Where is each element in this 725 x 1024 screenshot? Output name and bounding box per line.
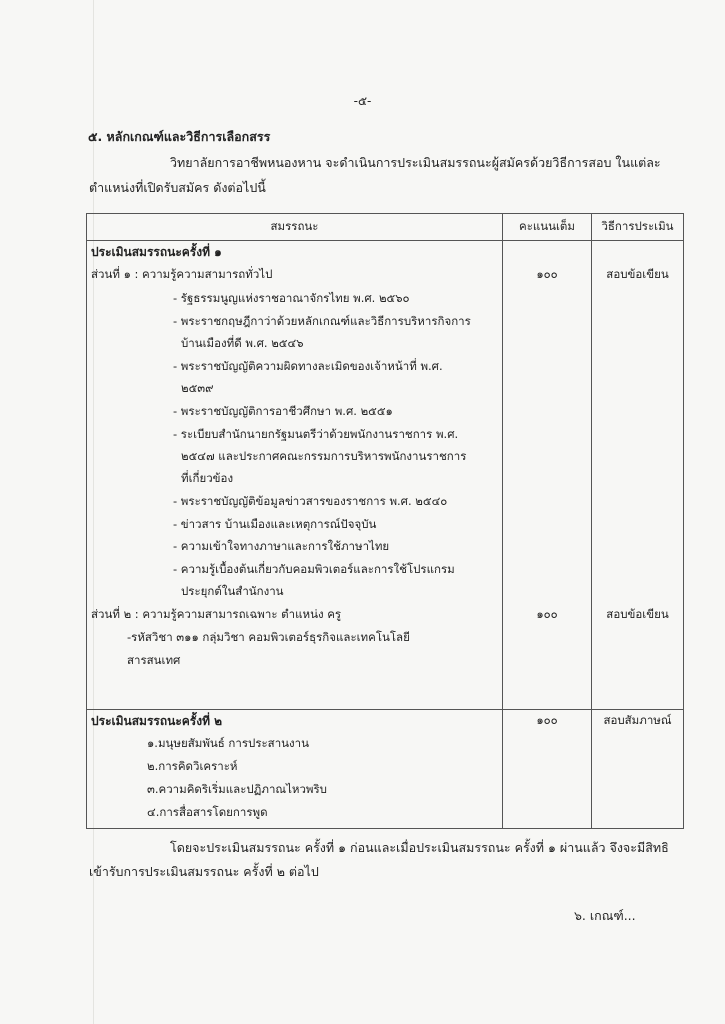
list-item: ที่เกี่ยวข้อง	[181, 471, 234, 485]
table-header-row	[87, 214, 684, 241]
round2-title: ประเมินสมรรถนะครั้งที่ ๒	[91, 714, 223, 728]
list-item: ๔.การสื่อสารโดยการพูด	[147, 805, 268, 819]
round1-part2-label: ส่วนที่ ๒ : ความรู้ความสามารถเฉพาะ ตำแหน่ง ครู	[91, 607, 342, 621]
list-item: - พระราชบัญญัติข้อมูลข่าวสารของราชการ พ.ศ. ๒๕๔๐	[173, 494, 448, 508]
list-item: บ้านเมืองที่ดี พ.ศ. ๒๕๔๖	[181, 336, 304, 350]
round2-score-cell	[503, 710, 592, 829]
assessment-table	[86, 213, 684, 829]
round1-title: ประเมินสมรรถนะครั้งที่ ๑	[91, 245, 222, 259]
round1-competency-cell	[87, 241, 503, 710]
list-item: ๒.การคิดวิเคราะห์	[147, 759, 238, 773]
list-item: ๒๕๓๙	[181, 381, 214, 395]
page-number: -๕-	[353, 94, 372, 108]
list-item: - ข่าวสาร บ้านเมืองและเหตุการณ์ปัจจุบัน	[173, 517, 377, 531]
round1-part1-method: สอบข้อเขียน	[606, 267, 669, 281]
list-item: - ความรู้เบื้องต้นเกี่ยวกับคอมพิวเตอร์และการใช้โปรแกรม	[173, 562, 455, 576]
round1-part2-method: สอบข้อเขียน	[606, 607, 669, 621]
list-item: ๓.ความคิดริเริ่มและปฏิภาณไหวพริบ	[147, 782, 327, 796]
list-item: ประยุกต์ในสำนักงาน	[181, 584, 284, 598]
round1-part1-label: ส่วนที่ ๑ : ความรู้ความสามารถทั่วไป	[91, 267, 273, 281]
next-page-catchword: ๖. เกณฑ์...	[574, 908, 636, 923]
list-item: - พระราชบัญญัติความผิดทางละเมิดของเจ้าหน้าที่ พ.ศ.	[173, 359, 443, 373]
round1-score-cell	[503, 241, 592, 710]
list-item: ๒๕๔๗ และประกาศคณะกรรมการบริหารพนักงานราชการ	[181, 449, 467, 463]
list-item: ๑.มนุษยสัมพันธ์ การประสานงาน	[147, 736, 309, 750]
header-method: วิธีการประเมิน	[592, 214, 684, 241]
round1-method-cell	[592, 241, 684, 710]
round2-method: สอบสัมภาษณ์	[603, 713, 672, 727]
round1-part2-line1: -รหัสวิชา ๓๑๑ กลุ่มวิชา คอมพิวเตอร์ธุรกิจและเทคโนโลยี	[127, 630, 410, 644]
section-title: ๕. หลักเกณฑ์และวิธีการเลือกสรร	[88, 129, 271, 144]
round2-method-cell	[592, 710, 684, 829]
closing-line-1: โดยจะประเมินสมรรถนะ ครั้งที่ ๑ ก่อนและเมื่อประเมินสมรรถนะ ครั้งที่ ๑ ผ่านแล้ว จึงจะมีสิทธิ	[170, 840, 669, 855]
round1-part1-score: ๑๐๐	[536, 267, 558, 281]
round2-score: ๑๐๐	[536, 713, 558, 727]
list-item: - ความเข้าใจทางภาษาและการใช้ภาษาไทย	[173, 539, 390, 553]
table-row	[87, 241, 684, 710]
round1-part2-line2: สารสนเทศ	[127, 653, 181, 667]
list-item: - รัฐธรรมนูญแห่งราชอาณาจักรไทย พ.ศ. ๒๕๖๐	[173, 291, 410, 305]
round1-part2-score: ๑๐๐	[536, 607, 558, 621]
list-item: - พระราชบัญญัติการอาชีวศึกษา พ.ศ. ๒๕๕๑	[173, 404, 393, 418]
header-competency: สมรรถนะ	[87, 214, 503, 241]
intro-line-2: ตำแหน่งที่เปิดรับสมัคร ดังต่อไปนี้	[89, 180, 266, 195]
closing-line-2: เข้ารับการประเมินสมรรถนะ ครั้งที่ ๒ ต่อไป	[89, 864, 319, 879]
list-item: - พระราชกฤษฎีกาว่าด้วยหลักเกณฑ์และวิธีการบริหารกิจการ	[173, 314, 471, 328]
list-item: - ระเบียบสำนักนายกรัฐมนตรีว่าด้วยพนักงานราชการ พ.ศ.	[173, 427, 459, 441]
header-full-score: คะแนนเต็ม	[503, 214, 592, 241]
round2-competency-cell	[87, 710, 503, 829]
table-row	[87, 710, 684, 829]
intro-line-1: วิทยาลัยการอาชีพหนองหาน จะดำเนินการประเมินสมรรถนะผู้สมัครด้วยวิธีการสอบ ในแต่ละ	[170, 155, 661, 170]
